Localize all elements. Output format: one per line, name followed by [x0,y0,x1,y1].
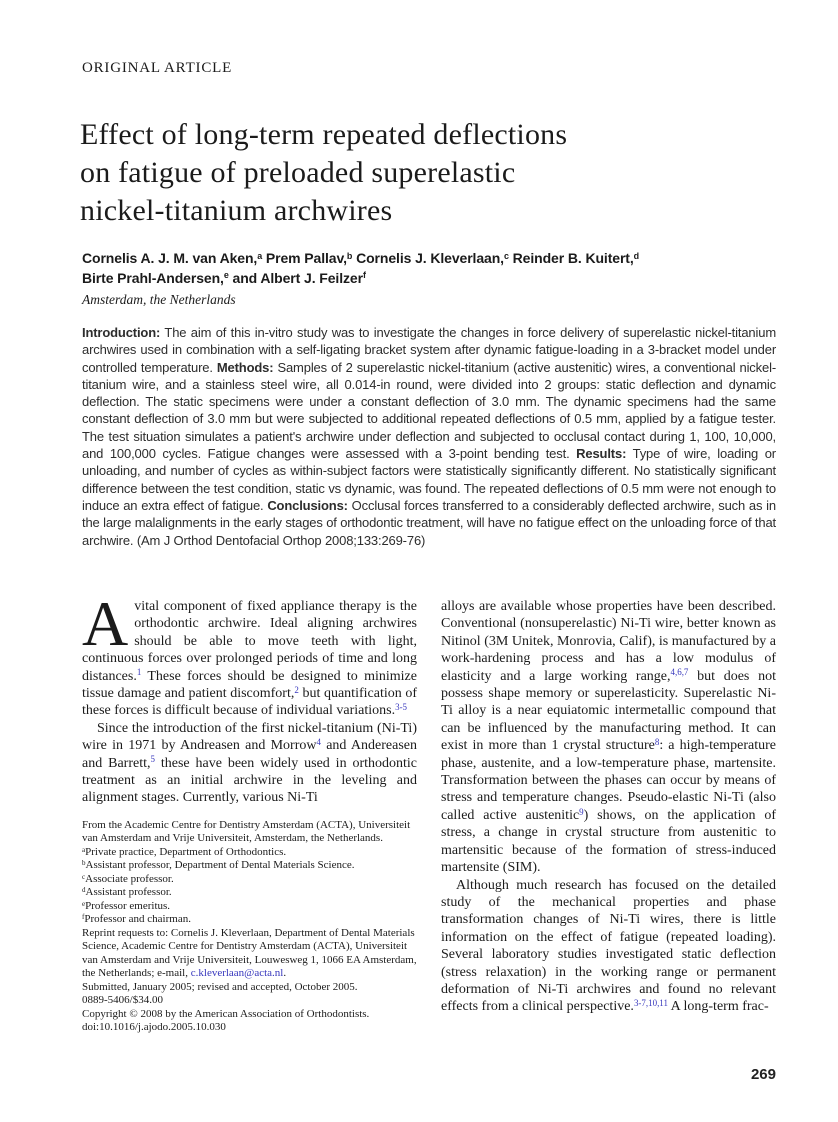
text-segment: Occlusal forces transferred to a considerably deflected archwire, such as in the large malalignments in the early stages of orthodontic treatment, will have no fatigue effect on the unloading force of that archwire. (Am J Orthod Dentofacial Orthop 2008;133:269-76) [82,497,776,548]
text-segment: These forces should be designed to minimize tissue damage and patient discomfort, [82,668,417,702]
superscript-marker: c [503,250,509,261]
superscript-marker: e [82,899,86,908]
text-segment: Associate professor. [85,872,174,885]
body-paragraph-4 [441,877,776,1016]
dropcap-letter: A [82,588,129,659]
superscript-marker: d [82,886,86,894]
citation-reference-link[interactable]: 3-7,10,11 [633,998,668,1009]
footnote-author-d [82,886,417,900]
footnote-submission-dates [82,981,417,995]
text-segment: A long-term frac- [667,999,769,1015]
text-segment: Although much research has focused on the detailed study of the mechanical properties and phase transformation changes of Ni-Ti wires, there is little information on the effect of fatigue (repeated loading). Several laboratory studies investigated static deflection (stress relaxation) in the working range or permanent deformation of Ni-Ti archwires and found no relevant effects from a clinical perspective. [441,877,776,1015]
text-segment: Methods: [216,359,274,375]
text-segment: Results: [576,446,627,462]
superscript-marker: d [633,250,640,261]
author-byline [82,249,639,288]
text-segment: Copyright © 2008 by the American Association of Orthodontists. [82,1007,370,1020]
footnote-author-c [82,873,417,887]
text-segment: but quantification of these forces is difficult because of individual variations. [82,686,417,719]
text-segment: ) shows, on the application of stress, a change in crystal structure from austenitic to martensitic because of the formation of stress-induced martensite (SIM). [441,807,776,876]
text-segment: Introduction: [82,325,161,340]
text-segment: doi:10.1016/j.ajodo.2005.10.030 [82,1021,226,1034]
superscript-marker: f [362,270,366,281]
text-segment: and Albert J. Feilzer [228,269,363,286]
body-paragraph-3 [441,598,776,877]
superscript-marker: b [82,859,86,867]
author-line-1 [82,249,639,269]
text-segment: 0889-5406/$34.00 [82,994,163,1007]
text-segment: The aim of this in-vitro study was to investigate the changes in force delivery of superelastic nickel-titanium archwires used in combination with a self-ligating bracket system after dynamic fatigue-loading in a 3-bracket model under controlled temperature. [82,325,776,375]
footnote-author-e [82,900,417,914]
text-segment: : a high-temperature phase, austenite, and a low-temperature phase, martensite. Transformation between the phases can occur by means of stress and temperature changes. Pseudo-elastic Ni-Ti (also called active austenitic [441,738,776,823]
text-segment: these have been widely used in orthodontic treatment as an initial archwire in the leveling and alignment stages. Currently, various Ni-Ti [82,755,417,806]
citation-reference-link[interactable]: 3-5 [395,702,408,713]
body-paragraph-2 [82,720,417,807]
author-location: Amsterdam, the Netherlands [82,292,236,307]
text-segment: Birte Prahl-Andersen, [82,269,224,286]
abstract-paragraph [82,324,776,549]
citation-reference-link[interactable]: 8 [654,736,660,747]
article-title-line-2: on fatigue of preloaded superelastic [80,156,516,189]
text-segment: Reinder B. Kuitert, [508,250,634,266]
citation-reference-link[interactable]: 4 [316,736,321,747]
text-segment: Cornelis J. Kleverlaan, [352,250,504,266]
superscript-marker: e [223,270,229,281]
citation-reference-link[interactable]: 2 [294,684,299,695]
text-segment: Professor emeritus. [85,899,171,912]
author-line-2 [82,269,639,289]
page-number: 269 [750,1066,776,1083]
superscript-marker: b [346,250,353,261]
footnote-reprint-requests [82,927,417,981]
footnote-author-b [82,859,417,873]
body-column-right [441,598,776,1035]
text-segment: vital component of fixed appliance therapy is the orthodontic archwire. Ideal aligning archwires should be able to move teeth with light, continuous forces over prolonged periods of time and long distances. [82,599,417,684]
text-segment: Conclusions: [267,497,348,513]
text-segment: Assistant professor. [85,886,172,899]
article-title-line-3: nickel-titanium archwires [80,194,393,227]
article-title [80,116,567,230]
text-segment: Private practice, Department of Orthodontics. [85,845,287,858]
text-segment: Prem Pallav, [262,250,347,266]
body-columns [82,588,776,1035]
text-segment: Reprint requests to: Cornelis J. Kleverlaan, Department of Dental Materials Science, Academic Centre for Dentistry Amsterdam (ACTA), Universiteit van Amsterdam and Vrije Universiteit, Louwesweg 1, 1066 EA Amsterdam, the Netherlands; e-mail, [82,926,417,980]
text-segment: Since the introduction of the first nickel-titanium (Ni-Ti) wire in 1971 by Andreasen and Morrow [82,720,417,754]
superscript-marker: c [82,872,86,881]
text-segment: alloys are available whose properties have been described. Conventional (nonsuperelastic) Ni-Ti wire, better known as Nitinol (3M Unitek, Monrovia, Calif), is manufactured by a work-hardening process and has a low modulus of elasticity and a large working range, [441,599,776,684]
article-type-label: ORIGINAL ARTICLE [82,60,233,76]
text-segment: Professor and chairman. [84,913,191,926]
citation-reference-link[interactable]: 1 [136,667,142,678]
footnote-author-f [82,913,417,927]
text-segment: From the Academic Centre for Dentistry Amsterdam (ACTA), Universiteit van Amsterdam and Vrije Universiteit, Amsterdam, the Netherlands. [82,818,411,845]
citation-reference-link[interactable]: 5 [150,754,155,765]
text-segment: . [283,967,287,980]
text-segment: Assistant professor, Department of Dental Materials Science. [85,859,355,872]
footnote-copyright [82,1008,417,1022]
text-segment: Type of wire, loading or unloading, and number of cycles as within-subject factors were statistically significantly different. No statistically significant difference between the test condition, static vs dynamic, was found. The repeated deflections of 0.5 mm were not enough to induce an extra effect of fatigue. [82,446,776,513]
footnote-affiliation [82,819,417,846]
article-title-line-1: Effect of long-term repeated deflections [80,118,568,151]
footnote-block [82,819,417,1035]
superscript-marker: a [82,845,86,854]
body-column-left [82,588,417,1035]
footnote-doi [82,1021,417,1035]
citation-reference-link[interactable]: 4,6,7 [670,667,689,678]
superscript-marker: f [82,913,85,921]
text-segment: but does not possess shape memory or superelasticity. Superelastic Ni-Ti alloy is a near equiatomic intermetallic compound that can be influenced by the manufacturing method. It can exist in more than 1 crystal structure [441,668,776,754]
email-link[interactable]: c.kleverlaan@acta.nl [190,967,284,980]
text-segment: Submitted, January 2005; revised and accepted, October 2005. [82,980,358,993]
footnote-issn-price [82,994,417,1008]
footnote-author-a [82,846,417,860]
superscript-marker: a [257,250,263,261]
body-paragraph-1 [82,588,417,720]
text-segment: and Andereasen and Barrett, [82,738,417,771]
text-segment: Samples of 2 superelastic nickel-titanium (active austenitic) wires, a conventional nickel-titanium wire, and a stainless steel wire, all 0.014-in round, were divided into 2 groups: static deflection and dynamic deflection. The static specimens were under a constant deflection of 3.0 mm. The dynamic specimens had the same constant deflection of 3.0 mm but were subjected to additional repeated deflections of 0.5 mm, applied by a fatigue tester. The test situation simulates a patient's archwire under deflection and subjected to occlusal contact during 1, 100, 10,000, and 100,000 cycles. Fatigue changes were assessed with a 3-point bending test. [82,359,776,462]
citation-reference-link[interactable]: 9 [579,806,584,817]
text-segment: Cornelis A. J. M. van Aken, [82,250,258,266]
